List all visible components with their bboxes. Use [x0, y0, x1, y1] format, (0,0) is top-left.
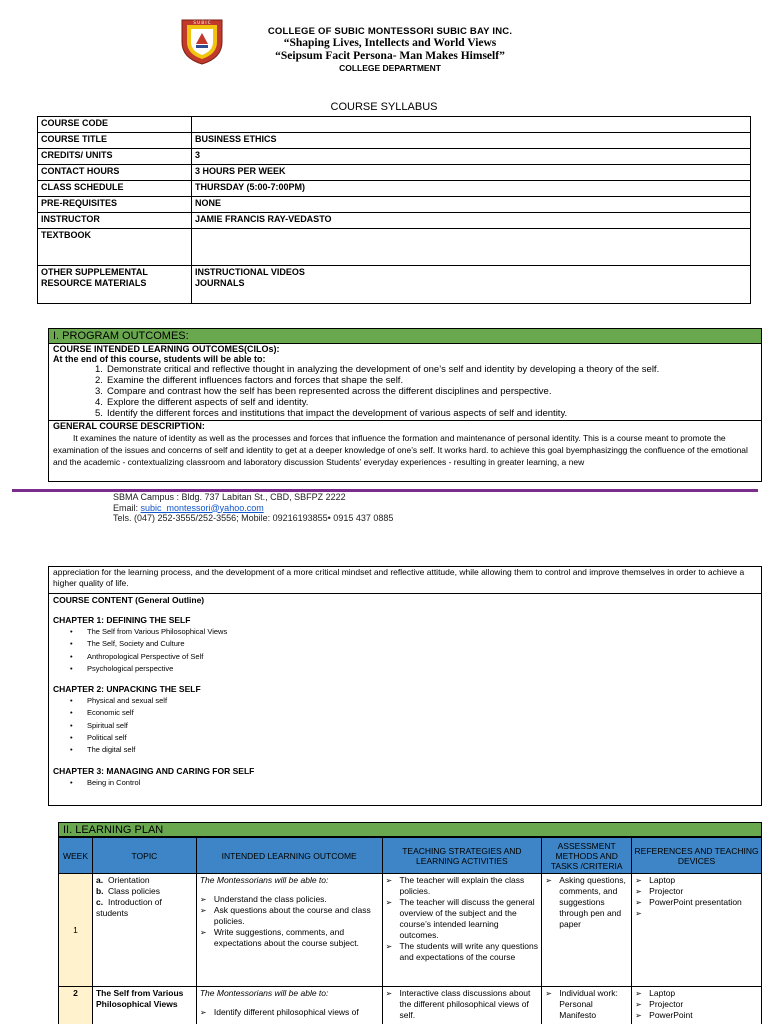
course-code-label: COURSE CODE: [38, 117, 192, 133]
list-item: b. Class policies: [95, 886, 160, 896]
column-header-assessment: ASSESSMENT METHODS AND TASKS /CRITERIA: [542, 838, 632, 874]
table-row: [38, 165, 751, 181]
list-item: • The Self, Society and Culture: [70, 638, 761, 650]
chapter-3-list: [49, 777, 761, 789]
topic-cell: [92, 874, 196, 987]
list-item: ➢ Individual work: Personal Manifesto: [545, 988, 628, 1021]
table-row: [38, 133, 751, 149]
list-item: a. Orientation: [95, 875, 150, 885]
course-content-section: [48, 566, 762, 806]
ilo-intro: The Montessorians will be able to:: [199, 988, 329, 998]
class-schedule-label: CLASS SCHEDULE: [38, 181, 192, 197]
assessment-cell: [542, 874, 632, 987]
course-content-heading: COURSE CONTENT (General Outline): [53, 595, 205, 605]
list-item: ➢ Write suggestions, comments, and expectations about the course subject.: [200, 927, 379, 949]
list-item: ➢ Interactive class discussions about the different philosophical views of self.: [386, 988, 539, 1021]
list-item: 2. Examine the different influences factors and forces that shape the self.: [95, 375, 404, 386]
document-header: [0, 10, 768, 80]
class-schedule-value: THURSDAY (5:00-7:00PM): [192, 181, 751, 197]
list-item: ➢ Projector: [635, 999, 758, 1010]
list-item: 3. Compare and contrast how the self has been represented across the different disciplines and perspective.: [95, 386, 552, 397]
references-cell: [632, 874, 762, 987]
email-link[interactable]: subic_montessori@yahoo.com: [140, 502, 264, 513]
list-item: ➢ PowerPoint presentation: [635, 897, 758, 908]
school-seal-icon: [176, 14, 228, 66]
list-item: • The Self from Various Philosophical Views: [70, 626, 761, 638]
list-item: ➢ Ask questions about the course and class policies.: [200, 905, 379, 927]
list-item: 5. Identify the different forces and institutions that impact the development of various aspects of self and identity.: [95, 408, 568, 419]
cilo-intro: At the end of this course, students will be able to:: [53, 354, 266, 364]
instructor-label: INSTRUCTOR: [38, 213, 192, 229]
table-row: [59, 874, 762, 987]
program-outcomes-section: [48, 328, 762, 482]
ilo-cell: [196, 874, 382, 987]
course-code-value: [192, 117, 751, 133]
column-header-references: REFERENCES AND TEACHING DEVICES: [632, 838, 762, 874]
list-item: • Economic self: [70, 707, 761, 719]
chapter-2-title: CHAPTER 2: UNPACKING THE SELF: [53, 684, 201, 695]
chapter-3-title: CHAPTER 3: MANAGING AND CARING FOR SELF: [53, 765, 255, 776]
table-row: [38, 213, 751, 229]
week-number: 2: [59, 987, 93, 1024]
motto-line-1: “Shaping Lives, Intellects and World Views: [283, 37, 497, 49]
column-header-strategies: TEACHING STRATEGIES AND LEARNING ACTIVITIES: [382, 838, 542, 874]
column-header-topic: TOPIC: [92, 838, 196, 874]
textbook-value: [192, 229, 751, 266]
course-description-continued: appreciation for the learning process, and the development of a more critical mindset and reflective attitude, while allowing them to control and improve themselves in order to achieve a higher quality of life.: [49, 567, 761, 594]
learning-plan-table: [58, 837, 762, 1024]
phone-numbers: Tels. (047) 252-3555/252-3556; Mobile: 09216193855• 0915 437 0885: [113, 513, 394, 523]
list-item: ➢ Laptop: [635, 875, 758, 886]
page-footer: [113, 492, 393, 524]
textbook-label: TEXTBOOK: [38, 229, 192, 266]
course-info-table: [37, 116, 751, 304]
ilo-intro: The Montessorians will be able to:: [199, 875, 329, 885]
strategies-cell: [382, 987, 542, 1024]
cilo-heading: COURSE INTENDED LEARNING OUTCOMES(CILOs):: [53, 344, 280, 354]
list-item: ➢ The teacher will discuss the general overview of the subject and the course’s intended learning outcomes.: [386, 897, 539, 941]
course-title-value: BUSINESS ETHICS: [192, 133, 751, 149]
list-item: • The digital self: [70, 744, 761, 756]
email-label: Email:: [113, 502, 141, 513]
strategies-cell: [382, 874, 542, 987]
department-name: COLLEGE DEPARTMENT: [339, 63, 441, 73]
supplemental-value-line-1: INSTRUCTIONAL VIDEOS: [195, 267, 305, 277]
supplemental-value-line-2: JOURNALS: [195, 278, 245, 288]
list-item: ➢ Understand the class policies.: [200, 894, 379, 905]
table-row: [59, 987, 762, 1024]
list-item: ➢ The teacher will explain the class policies.: [386, 875, 539, 897]
motto-line-2: “Seipsum Facit Persona- Man Makes Himself”: [275, 50, 505, 62]
program-outcomes-title: I. PROGRAM OUTCOMES:: [49, 329, 761, 344]
document-title: COURSE SYLLABUS: [330, 101, 438, 113]
table-row: [38, 266, 751, 304]
list-item: ➢ Projector: [635, 886, 758, 897]
list-item: 4. Explore the different aspects of self and identity.: [95, 397, 309, 408]
topic-title: The Self from Various Philosophical Views: [95, 988, 184, 1009]
credits-label: CREDITS/ UNITS: [38, 149, 192, 165]
course-description-text: It examines the nature of identity as well as the processes and forces that influence the formation and maintenance of personal identity. This is a course meant to promote the examination of the issues and concerns of self and identity to get at a deeper knowledge of one’s self. It works hard. to achieve this goal byemphasizingg the confluence of the emotional and the academic - contextualizing classroom and laboratory discussion Students’ everyday experiences - resulting in greater learning, a new: [53, 433, 748, 467]
supplemental-materials-label: [38, 266, 192, 304]
table-row: [38, 197, 751, 213]
course-title-label: COURSE TITLE: [38, 133, 192, 149]
list-item: • Being in Control: [70, 777, 761, 789]
list-item: • Physical and sexual self: [70, 695, 761, 707]
list-item: • Spiritual self: [70, 720, 761, 732]
credits-value: 3: [192, 149, 751, 165]
list-item: ➢ The students will write any questions and expectations of the course: [386, 941, 539, 963]
column-header-week: WEEK: [59, 838, 93, 874]
svg-text:S U B I C: S U B I C: [193, 20, 211, 25]
supplemental-label-line-1: OTHER SUPPLEMENTAL: [41, 267, 148, 277]
list-item: c. Introduction of students: [95, 897, 162, 918]
contact-hours-label: CONTACT HOURS: [38, 165, 192, 181]
contact-hours-value: 3 HOURS PER WEEK: [192, 165, 751, 181]
topic-cell: [92, 987, 196, 1024]
supplemental-materials-value: [192, 266, 751, 304]
instructor-value: JAMIE FRANCIS RAY-VEDASTO: [192, 213, 751, 229]
ilo-cell: [196, 987, 382, 1024]
prerequisites-value: NONE: [192, 197, 751, 213]
college-name: COLLEGE OF SUBIC MONTESSORI SUBIC BAY INC.: [267, 26, 513, 37]
table-row: [38, 149, 751, 165]
learning-plan-title: II. LEARNING PLAN: [58, 822, 762, 837]
assessment-cell: [542, 987, 632, 1024]
chapter-1-list: [49, 626, 761, 675]
chapter-1-title: CHAPTER 1: DEFINING THE SELF: [53, 615, 191, 625]
list-item: ➢ Asking questions, comments, and suggestions through pen and paper: [545, 875, 628, 930]
prerequisites-label: PRE-REQUISITES: [38, 197, 192, 213]
list-item: ➢ Identify different philosophical views of: [200, 1007, 379, 1018]
list-item: ➢ PowerPoint: [635, 1010, 758, 1021]
course-description-heading: GENERAL COURSE DESCRIPTION:: [49, 420, 761, 432]
table-row: [38, 229, 751, 266]
supplemental-label-line-2: RESOURCE MATERIALS: [41, 278, 147, 288]
campus-address: SBMA Campus : Bldg. 737 Labitan St., CBD, SBFPZ 2222: [113, 492, 346, 502]
column-header-ilo: INTENDED LEARNING OUTCOME: [196, 838, 382, 874]
list-item: ➢ Laptop: [635, 988, 758, 999]
list-item: • Political self: [70, 732, 761, 744]
learning-plan-section: [58, 822, 762, 1024]
cilo-list: [49, 364, 761, 419]
email-line: [113, 503, 393, 514]
chapter-2-list: [49, 695, 761, 756]
list-item: • Psychological perspective: [70, 663, 761, 675]
table-row: [38, 117, 751, 133]
table-header-row: [59, 838, 762, 874]
references-cell: [632, 987, 762, 1024]
list-item: • Anthropological Perspective of Self: [70, 651, 761, 663]
week-number: 1: [59, 874, 93, 987]
list-item: 1. Demonstrate critical and reflective thought in analyzing the development of one’s self and identity by developing a theory of the self.: [95, 364, 660, 375]
table-row: [38, 181, 751, 197]
